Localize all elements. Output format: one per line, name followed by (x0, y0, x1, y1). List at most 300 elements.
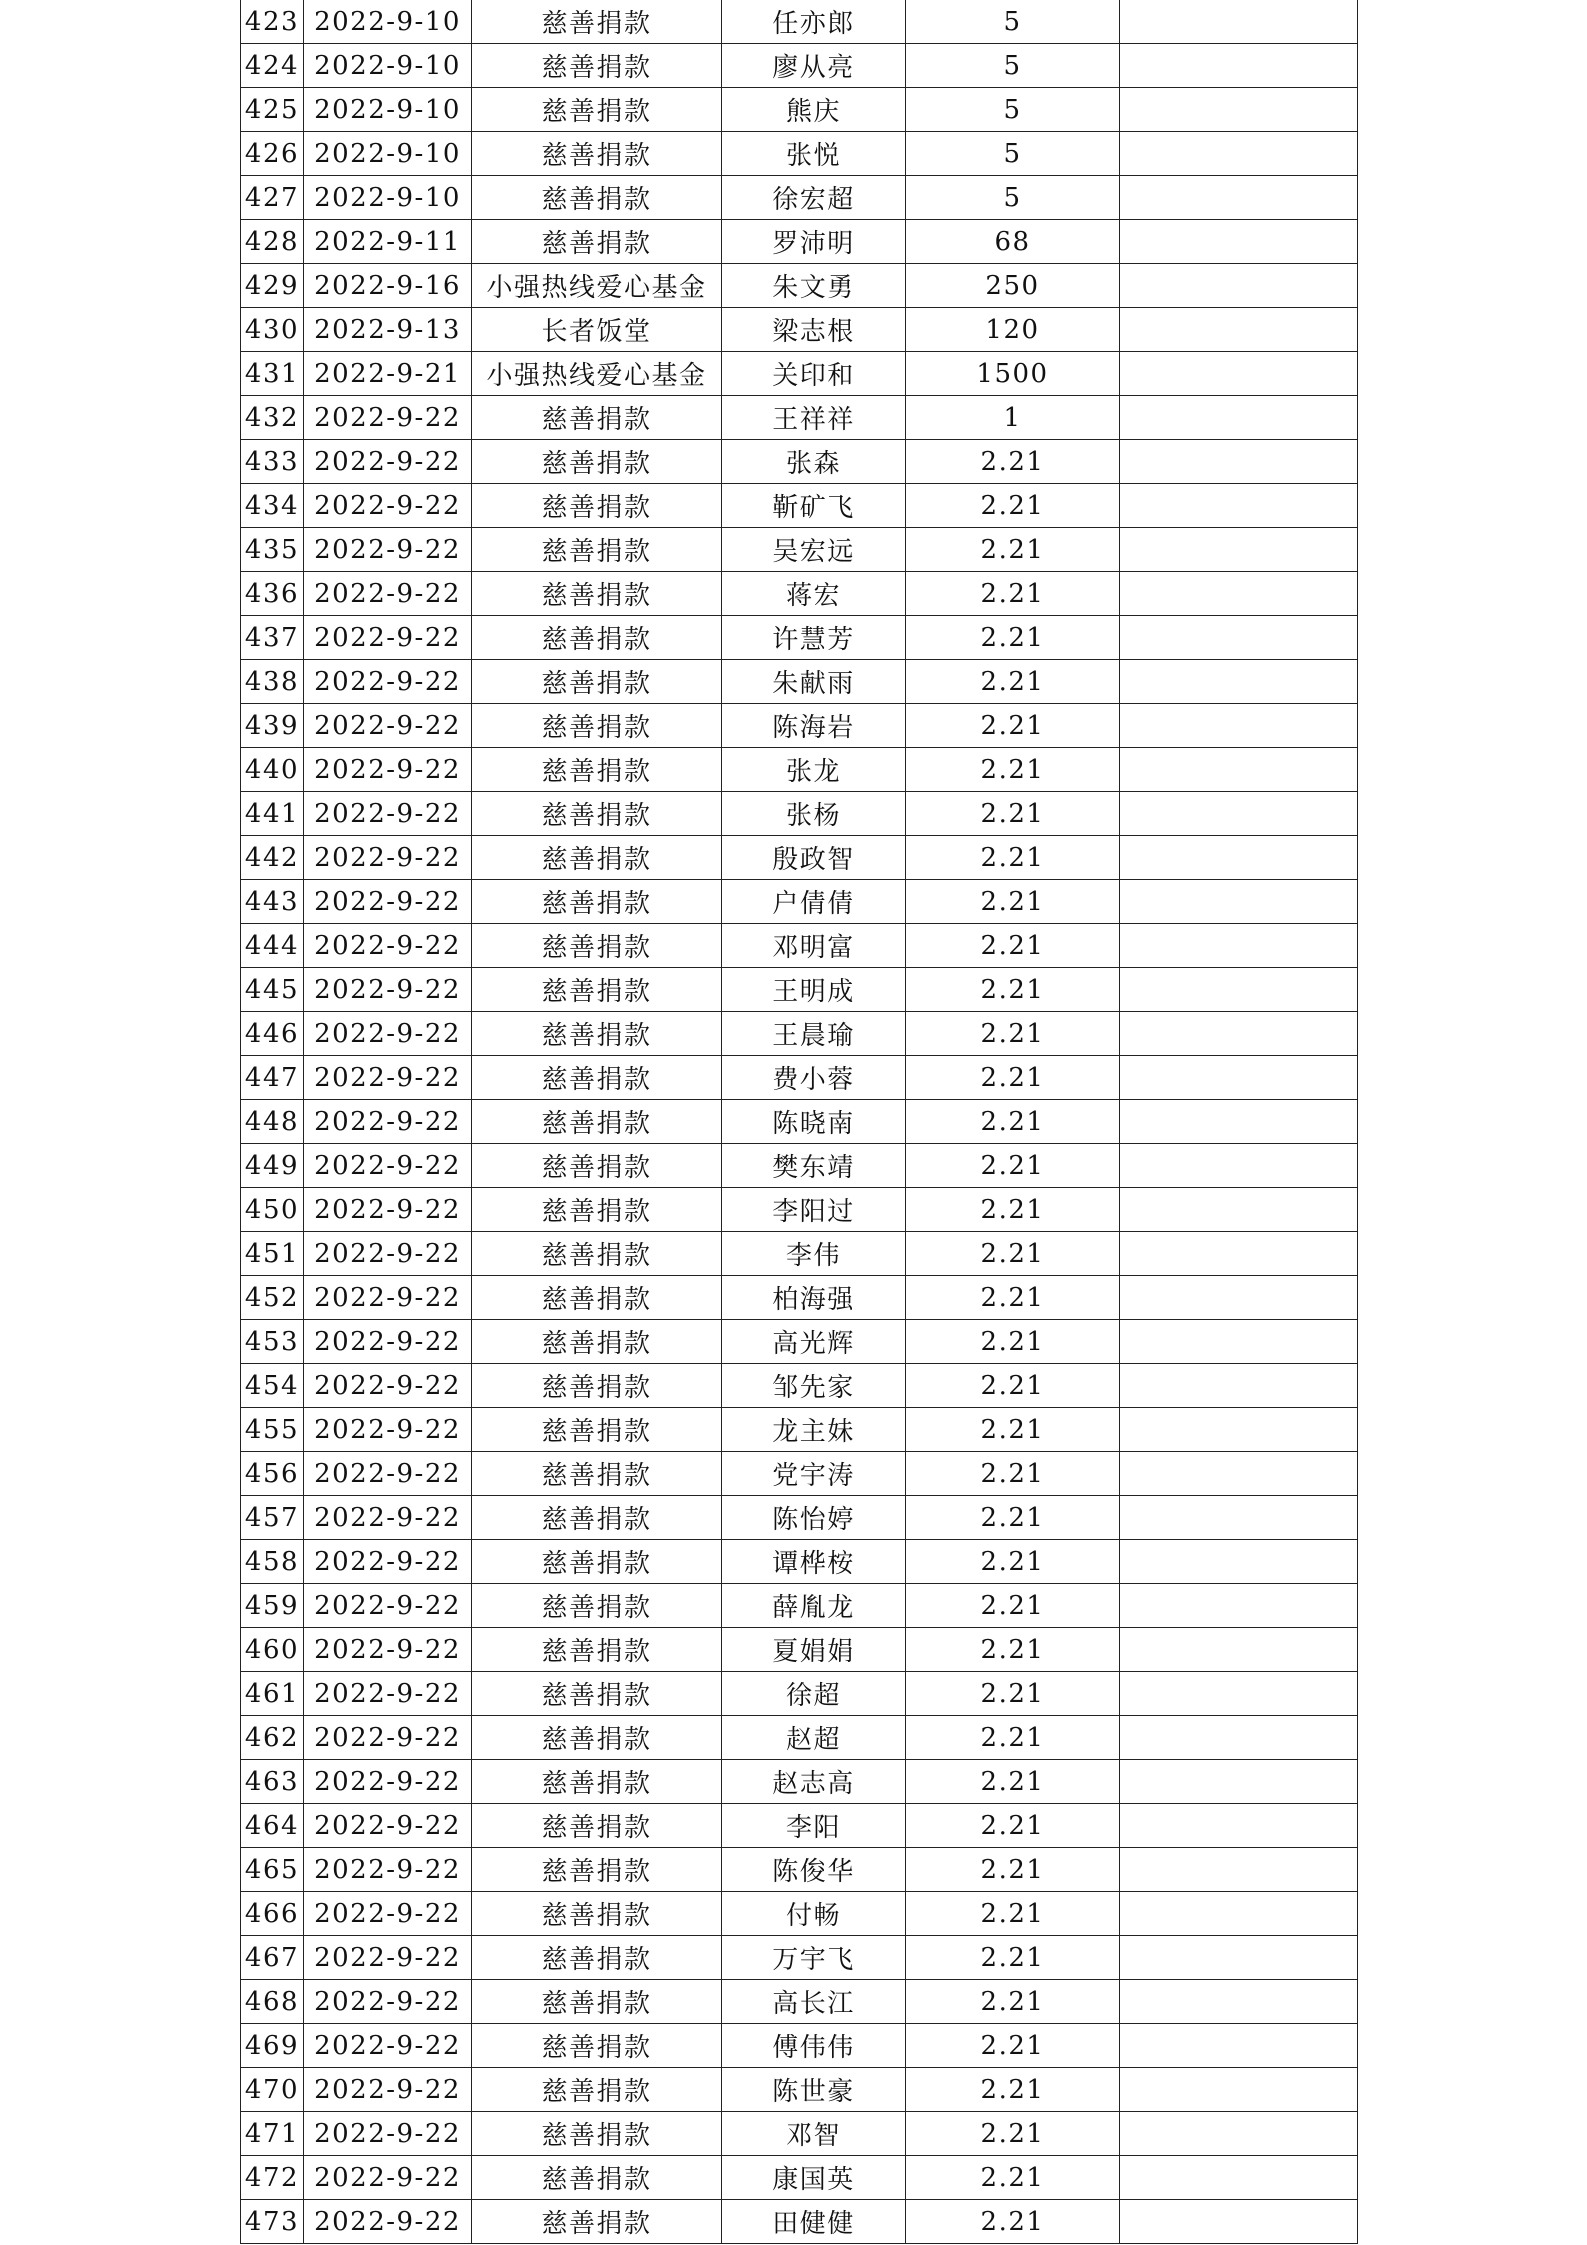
table-row (241, 1100, 1358, 1144)
donor-name: 李阳 (722, 1804, 906, 1848)
donation-date: 2022-9-22 (304, 924, 472, 968)
donation-type: 小强热线爱心基金 (472, 264, 722, 308)
donation-type: 慈善捐款 (472, 924, 722, 968)
donation-date: 2022-9-22 (304, 2156, 472, 2200)
donation-amount: 1 (906, 396, 1120, 440)
table-row (241, 2156, 1358, 2200)
donation-date: 2022-9-22 (304, 1012, 472, 1056)
remarks (1120, 1144, 1358, 1188)
table-row (241, 792, 1358, 836)
donation-type: 慈善捐款 (472, 748, 722, 792)
table-row (241, 44, 1358, 88)
table-row (241, 1408, 1358, 1452)
donor-name: 陈俊华 (722, 1848, 906, 1892)
row-number: 436 (241, 572, 304, 616)
row-number: 441 (241, 792, 304, 836)
remarks (1120, 1936, 1358, 1980)
donor-name: 高光辉 (722, 1320, 906, 1364)
donor-name: 朱文勇 (722, 264, 906, 308)
donation-date: 2022-9-22 (304, 1232, 472, 1276)
table-row (241, 1320, 1358, 1364)
row-number: 429 (241, 264, 304, 308)
remarks (1120, 1276, 1358, 1320)
donation-amount: 2.21 (906, 1056, 1120, 1100)
donation-type: 慈善捐款 (472, 132, 722, 176)
donation-amount: 2.21 (906, 440, 1120, 484)
donation-type: 慈善捐款 (472, 660, 722, 704)
table-row (241, 1452, 1358, 1496)
donor-name: 吴宏远 (722, 528, 906, 572)
row-number: 425 (241, 88, 304, 132)
table-row (241, 616, 1358, 660)
table-row (241, 1232, 1358, 1276)
donation-type: 慈善捐款 (472, 1672, 722, 1716)
donation-amount: 2.21 (906, 1232, 1120, 1276)
donation-type: 慈善捐款 (472, 1760, 722, 1804)
donation-type: 慈善捐款 (472, 2112, 722, 2156)
donation-amount: 120 (906, 308, 1120, 352)
donation-type: 慈善捐款 (472, 1320, 722, 1364)
donation-amount: 5 (906, 176, 1120, 220)
row-number: 451 (241, 1232, 304, 1276)
donation-date: 2022-9-13 (304, 308, 472, 352)
donation-date: 2022-9-22 (304, 2112, 472, 2156)
row-number: 461 (241, 1672, 304, 1716)
table-row (241, 1540, 1358, 1584)
donor-name: 李阳过 (722, 1188, 906, 1232)
row-number: 428 (241, 220, 304, 264)
donation-date: 2022-9-22 (304, 484, 472, 528)
donation-amount: 2.21 (906, 2200, 1120, 2244)
row-number: 447 (241, 1056, 304, 1100)
donation-date: 2022-9-10 (304, 132, 472, 176)
row-number: 470 (241, 2068, 304, 2112)
remarks (1120, 880, 1358, 924)
donation-amount: 2.21 (906, 1100, 1120, 1144)
donor-name: 陈怡婷 (722, 1496, 906, 1540)
donation-type: 慈善捐款 (472, 88, 722, 132)
remarks (1120, 1188, 1358, 1232)
donor-name: 户倩倩 (722, 880, 906, 924)
table-row (241, 1188, 1358, 1232)
row-number: 456 (241, 1452, 304, 1496)
donor-name: 王祥祥 (722, 396, 906, 440)
row-number: 446 (241, 1012, 304, 1056)
remarks (1120, 1232, 1358, 1276)
donation-type: 慈善捐款 (472, 2024, 722, 2068)
remarks (1120, 1672, 1358, 1716)
donation-date: 2022-9-22 (304, 1804, 472, 1848)
row-number: 467 (241, 1936, 304, 1980)
donation-date: 2022-9-22 (304, 748, 472, 792)
table-row (241, 1364, 1358, 1408)
donation-amount: 2.21 (906, 1848, 1120, 1892)
donation-type: 慈善捐款 (472, 1144, 722, 1188)
remarks (1120, 0, 1358, 44)
donor-name: 张杨 (722, 792, 906, 836)
donation-amount: 5 (906, 132, 1120, 176)
table-row (241, 88, 1358, 132)
table-row (241, 1012, 1358, 1056)
donation-type: 慈善捐款 (472, 44, 722, 88)
donation-date: 2022-9-22 (304, 836, 472, 880)
donor-name: 靳矿飞 (722, 484, 906, 528)
donation-amount: 2.21 (906, 1320, 1120, 1364)
donation-date: 2022-9-22 (304, 1364, 472, 1408)
donation-type: 慈善捐款 (472, 1056, 722, 1100)
donation-type: 慈善捐款 (472, 792, 722, 836)
row-number: 465 (241, 1848, 304, 1892)
donation-amount: 2.21 (906, 792, 1120, 836)
donor-name: 邓智 (722, 2112, 906, 2156)
donation-amount: 5 (906, 0, 1120, 44)
donation-amount: 2.21 (906, 1012, 1120, 1056)
donor-name: 康国英 (722, 2156, 906, 2200)
donation-amount: 68 (906, 220, 1120, 264)
donor-name: 王明成 (722, 968, 906, 1012)
donation-date: 2022-9-22 (304, 1672, 472, 1716)
donation-amount: 2.21 (906, 1276, 1120, 1320)
donor-name: 柏海强 (722, 1276, 906, 1320)
table-row (241, 1584, 1358, 1628)
donation-type: 慈善捐款 (472, 1408, 722, 1452)
table-row (241, 968, 1358, 1012)
donation-type: 慈善捐款 (472, 1364, 722, 1408)
donation-date: 2022-9-22 (304, 2024, 472, 2068)
remarks (1120, 836, 1358, 880)
donation-date: 2022-9-10 (304, 176, 472, 220)
row-number: 424 (241, 44, 304, 88)
donation-amount: 2.21 (906, 1540, 1120, 1584)
donor-name: 张森 (722, 440, 906, 484)
donation-amount: 2.21 (906, 1584, 1120, 1628)
remarks (1120, 396, 1358, 440)
row-number: 454 (241, 1364, 304, 1408)
row-number: 464 (241, 1804, 304, 1848)
donation-amount: 2.21 (906, 1892, 1120, 1936)
donation-date: 2022-9-22 (304, 528, 472, 572)
remarks (1120, 660, 1358, 704)
donation-type: 慈善捐款 (472, 880, 722, 924)
donation-type: 慈善捐款 (472, 1936, 722, 1980)
remarks (1120, 1452, 1358, 1496)
donation-amount: 2.21 (906, 484, 1120, 528)
table-row (241, 660, 1358, 704)
donation-type: 慈善捐款 (472, 1276, 722, 1320)
table-row (241, 1276, 1358, 1320)
remarks (1120, 1804, 1358, 1848)
donor-name: 朱献雨 (722, 660, 906, 704)
donation-date: 2022-9-22 (304, 704, 472, 748)
donation-type: 小强热线爱心基金 (472, 352, 722, 396)
donation-amount: 2.21 (906, 1628, 1120, 1672)
remarks (1120, 1628, 1358, 1672)
donor-name: 李伟 (722, 1232, 906, 1276)
donation-type: 慈善捐款 (472, 1848, 722, 1892)
donation-type: 慈善捐款 (472, 2156, 722, 2200)
table-row (241, 352, 1358, 396)
remarks (1120, 44, 1358, 88)
donation-amount: 1500 (906, 352, 1120, 396)
remarks (1120, 264, 1358, 308)
remarks (1120, 1056, 1358, 1100)
donation-amount: 2.21 (906, 2112, 1120, 2156)
donation-amount: 2.21 (906, 1760, 1120, 1804)
table-row (241, 1056, 1358, 1100)
row-number: 423 (241, 0, 304, 44)
remarks (1120, 484, 1358, 528)
donation-date: 2022-9-22 (304, 1144, 472, 1188)
row-number: 472 (241, 2156, 304, 2200)
donor-name: 邓明富 (722, 924, 906, 968)
row-number: 452 (241, 1276, 304, 1320)
donation-date: 2022-9-22 (304, 396, 472, 440)
remarks (1120, 792, 1358, 836)
donation-amount: 2.21 (906, 748, 1120, 792)
donation-date: 2022-9-22 (304, 1892, 472, 1936)
row-number: 459 (241, 1584, 304, 1628)
table-row (241, 1848, 1358, 1892)
donation-date: 2022-9-22 (304, 2068, 472, 2112)
donor-name: 田健健 (722, 2200, 906, 2244)
row-number: 444 (241, 924, 304, 968)
donor-name: 关印和 (722, 352, 906, 396)
donor-name: 龙主妹 (722, 1408, 906, 1452)
remarks (1120, 528, 1358, 572)
donation-date: 2022-9-10 (304, 44, 472, 88)
row-number: 438 (241, 660, 304, 704)
donation-type: 慈善捐款 (472, 440, 722, 484)
row-number: 448 (241, 1100, 304, 1144)
table-row (241, 176, 1358, 220)
row-number: 462 (241, 1716, 304, 1760)
donation-type: 慈善捐款 (472, 1716, 722, 1760)
row-number: 450 (241, 1188, 304, 1232)
donation-date: 2022-9-22 (304, 880, 472, 924)
row-number: 473 (241, 2200, 304, 2244)
donation-date: 2022-9-22 (304, 1760, 472, 1804)
donor-name: 梁志根 (722, 308, 906, 352)
row-number: 439 (241, 704, 304, 748)
donor-name: 任亦郎 (722, 0, 906, 44)
donation-amount: 2.21 (906, 1804, 1120, 1848)
row-number: 458 (241, 1540, 304, 1584)
donation-date: 2022-9-22 (304, 1584, 472, 1628)
donor-name: 付畅 (722, 1892, 906, 1936)
row-number: 457 (241, 1496, 304, 1540)
row-number: 466 (241, 1892, 304, 1936)
remarks (1120, 1980, 1358, 2024)
donor-name: 廖从亮 (722, 44, 906, 88)
donor-name: 费小蓉 (722, 1056, 906, 1100)
donation-amount: 2.21 (906, 1364, 1120, 1408)
remarks (1120, 1100, 1358, 1144)
table-row (241, 2068, 1358, 2112)
table-row (241, 1672, 1358, 1716)
donation-date: 2022-9-22 (304, 1980, 472, 2024)
row-number: 426 (241, 132, 304, 176)
donation-type: 慈善捐款 (472, 616, 722, 660)
donation-type: 慈善捐款 (472, 1540, 722, 1584)
donation-amount: 5 (906, 88, 1120, 132)
table-row (241, 132, 1358, 176)
donation-amount: 2.21 (906, 880, 1120, 924)
donation-amount: 2.21 (906, 1672, 1120, 1716)
table-row (241, 440, 1358, 484)
remarks (1120, 1848, 1358, 1892)
donor-name: 高长江 (722, 1980, 906, 2024)
table-row (241, 1936, 1358, 1980)
donation-date: 2022-9-22 (304, 616, 472, 660)
donor-name: 徐超 (722, 1672, 906, 1716)
row-number: 445 (241, 968, 304, 1012)
donation-date: 2022-9-22 (304, 968, 472, 1012)
table-row (241, 1144, 1358, 1188)
row-number: 440 (241, 748, 304, 792)
row-number: 435 (241, 528, 304, 572)
donation-date: 2022-9-22 (304, 1848, 472, 1892)
donor-name: 殷政智 (722, 836, 906, 880)
row-number: 455 (241, 1408, 304, 1452)
remarks (1120, 1364, 1358, 1408)
donation-date: 2022-9-22 (304, 1452, 472, 1496)
donation-type: 慈善捐款 (472, 1980, 722, 2024)
remarks (1120, 704, 1358, 748)
donation-date: 2022-9-11 (304, 220, 472, 264)
donation-amount: 2.21 (906, 528, 1120, 572)
remarks (1120, 1716, 1358, 1760)
donation-table (240, 0, 1358, 2244)
table-row (241, 748, 1358, 792)
remarks (1120, 2112, 1358, 2156)
row-number: 471 (241, 2112, 304, 2156)
table-row (241, 308, 1358, 352)
donation-amount: 2.21 (906, 2024, 1120, 2068)
donor-name: 党宇涛 (722, 1452, 906, 1496)
donation-type: 慈善捐款 (472, 484, 722, 528)
table-row (241, 2112, 1358, 2156)
donation-date: 2022-9-22 (304, 1716, 472, 1760)
donation-date: 2022-9-22 (304, 1188, 472, 1232)
donor-name: 王晨瑜 (722, 1012, 906, 1056)
donation-type: 慈善捐款 (472, 572, 722, 616)
donation-type: 慈善捐款 (472, 836, 722, 880)
table-row (241, 704, 1358, 748)
donation-amount: 2.21 (906, 704, 1120, 748)
remarks (1120, 2200, 1358, 2244)
remarks (1120, 176, 1358, 220)
remarks (1120, 352, 1358, 396)
row-number: 469 (241, 2024, 304, 2068)
row-number: 468 (241, 1980, 304, 2024)
donation-amount: 2.21 (906, 1716, 1120, 1760)
donation-date: 2022-9-22 (304, 1540, 472, 1584)
remarks (1120, 2156, 1358, 2200)
table-row (241, 1496, 1358, 1540)
donor-name: 薛胤龙 (722, 1584, 906, 1628)
donor-name: 蒋宏 (722, 572, 906, 616)
donor-name: 陈晓南 (722, 1100, 906, 1144)
remarks (1120, 1584, 1358, 1628)
donor-name: 邹先家 (722, 1364, 906, 1408)
table-row (241, 572, 1358, 616)
donation-type: 慈善捐款 (472, 968, 722, 1012)
row-number: 443 (241, 880, 304, 924)
donation-amount: 2.21 (906, 1188, 1120, 1232)
table-row (241, 880, 1358, 924)
donation-type: 慈善捐款 (472, 1628, 722, 1672)
remarks (1120, 132, 1358, 176)
table-row (241, 220, 1358, 264)
row-number: 430 (241, 308, 304, 352)
donation-type: 慈善捐款 (472, 0, 722, 44)
table-row (241, 1628, 1358, 1672)
donation-amount: 2.21 (906, 1144, 1120, 1188)
donation-date: 2022-9-22 (304, 1408, 472, 1452)
donor-name: 谭桦桉 (722, 1540, 906, 1584)
donor-name: 赵志高 (722, 1760, 906, 1804)
donor-name: 罗沛明 (722, 220, 906, 264)
donation-amount: 5 (906, 44, 1120, 88)
row-number: 432 (241, 396, 304, 440)
remarks (1120, 1892, 1358, 1936)
row-number: 460 (241, 1628, 304, 1672)
remarks (1120, 440, 1358, 484)
donor-name: 徐宏超 (722, 176, 906, 220)
donation-type: 慈善捐款 (472, 220, 722, 264)
donation-date: 2022-9-16 (304, 264, 472, 308)
remarks (1120, 1320, 1358, 1364)
table-row (241, 2200, 1358, 2244)
donor-name: 傅伟伟 (722, 2024, 906, 2068)
donation-type: 慈善捐款 (472, 1188, 722, 1232)
remarks (1120, 924, 1358, 968)
donor-name: 万宇飞 (722, 1936, 906, 1980)
donor-name: 张龙 (722, 748, 906, 792)
table-row (241, 1716, 1358, 1760)
donation-date: 2022-9-22 (304, 792, 472, 836)
donation-date: 2022-9-22 (304, 1628, 472, 1672)
donation-type: 慈善捐款 (472, 1452, 722, 1496)
remarks (1120, 968, 1358, 1012)
donation-date: 2022-9-22 (304, 1936, 472, 1980)
donor-name: 樊东靖 (722, 1144, 906, 1188)
remarks (1120, 220, 1358, 264)
table-row (241, 264, 1358, 308)
remarks (1120, 1496, 1358, 1540)
donation-type: 慈善捐款 (472, 2200, 722, 2244)
donor-name: 赵超 (722, 1716, 906, 1760)
donation-date: 2022-9-22 (304, 1100, 472, 1144)
remarks (1120, 2024, 1358, 2068)
table-row (241, 528, 1358, 572)
remarks (1120, 1760, 1358, 1804)
donation-date: 2022-9-22 (304, 1496, 472, 1540)
donation-date: 2022-9-22 (304, 1276, 472, 1320)
row-number: 453 (241, 1320, 304, 1364)
remarks (1120, 572, 1358, 616)
donor-name: 许慧芳 (722, 616, 906, 660)
donation-type: 慈善捐款 (472, 176, 722, 220)
donation-type: 慈善捐款 (472, 1804, 722, 1848)
donor-name: 夏娟娟 (722, 1628, 906, 1672)
donation-type: 慈善捐款 (472, 2068, 722, 2112)
remarks (1120, 2068, 1358, 2112)
donation-type: 慈善捐款 (472, 1100, 722, 1144)
donor-name: 张悦 (722, 132, 906, 176)
row-number: 442 (241, 836, 304, 880)
donation-type: 长者饭堂 (472, 308, 722, 352)
